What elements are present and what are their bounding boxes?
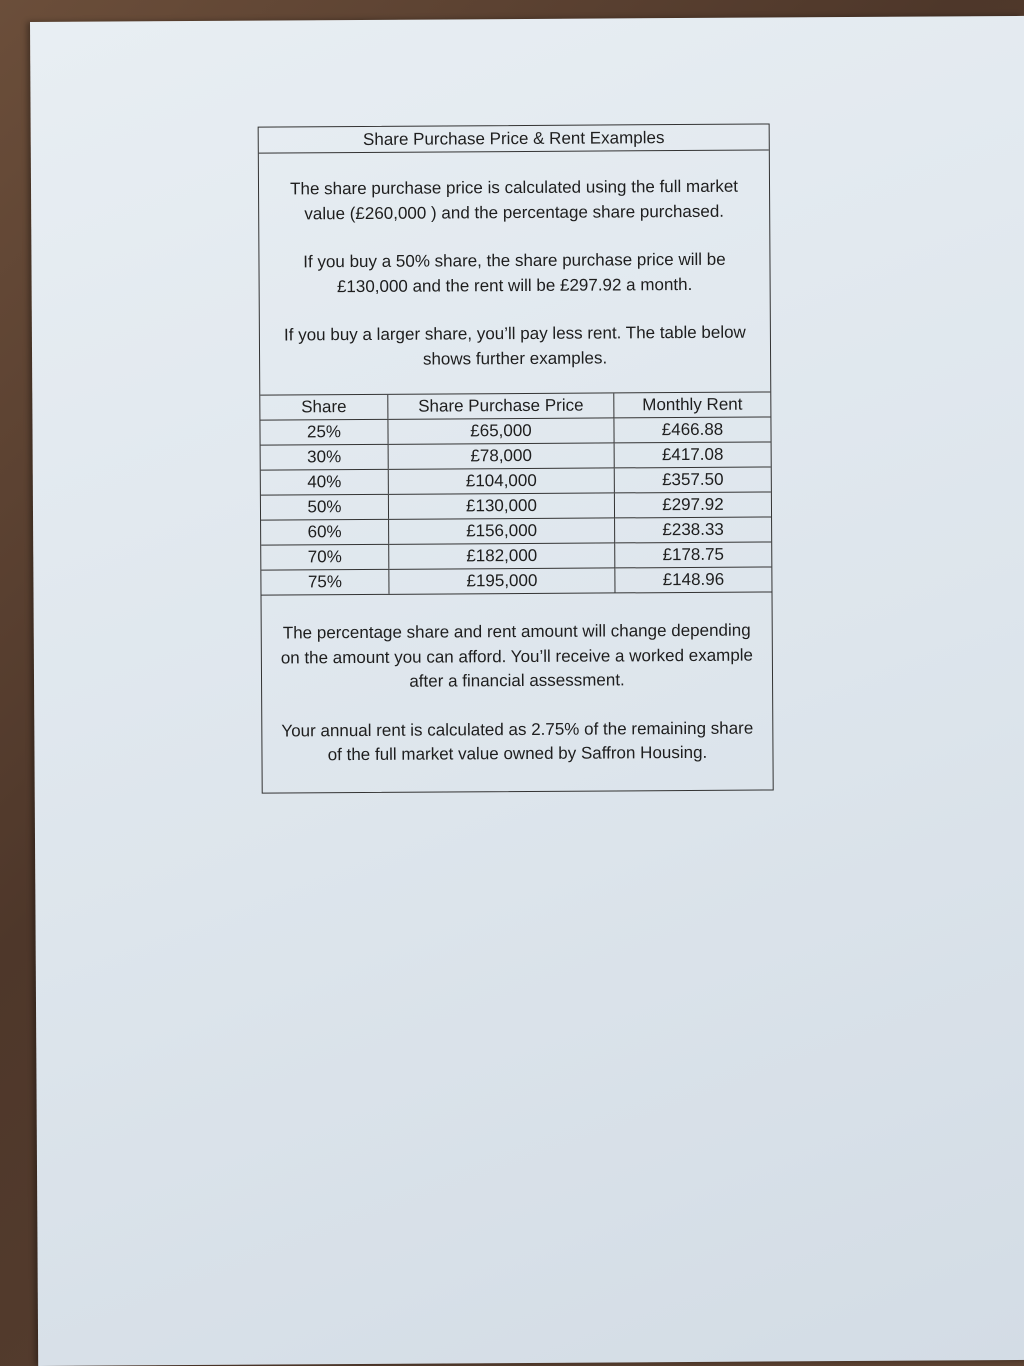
table-row (261, 492, 771, 520)
intro-paragraph-market-value: The share purchase price is calculated using the full market value (£260,000 ) and the percentage share purchased. (290, 176, 739, 223)
cell-monthly-rent: £238.33 (615, 517, 772, 543)
table-header-row (260, 392, 770, 420)
cell-share: 30% (261, 444, 389, 470)
cell-share-purchase-price: £156,000 (389, 518, 615, 544)
cell-share-purchase-price: £130,000 (388, 493, 614, 519)
share-price-rent-table (260, 392, 771, 595)
table-row (261, 467, 771, 495)
paper-sheet (30, 16, 1024, 1366)
cell-share: 25% (260, 419, 388, 445)
outro-paragraph-share-may-change: The percentage share and rent amount will change depending on the amount you can afford. You’ll receive a worked example after a financial assessment. (280, 620, 754, 691)
table-row (261, 567, 771, 595)
cell-share: 40% (261, 469, 389, 495)
cell-monthly-rent: £148.96 (615, 567, 772, 593)
cell-share-purchase-price: £65,000 (388, 418, 614, 444)
header-share: Share (260, 395, 388, 420)
cell-share-purchase-price: £182,000 (389, 543, 615, 569)
cell-monthly-rent: £417.08 (614, 442, 771, 468)
intro-paragraph-fifty-percent-example: If you buy a 50% share, the share purchase price will be £130,000 and the rent will be £297.92 a month. (303, 249, 726, 296)
cell-share-purchase-price: £195,000 (389, 568, 615, 594)
table-header (260, 392, 770, 420)
cell-share: 70% (261, 544, 389, 570)
header-share-purchase-price: Share Purchase Price (388, 393, 614, 419)
info-box (258, 123, 774, 793)
document-title: Share Purchase Price & Rent Examples (259, 124, 769, 153)
cell-share-purchase-price: £78,000 (388, 443, 614, 469)
cell-share: 50% (261, 494, 389, 520)
cell-monthly-rent: £178.75 (615, 542, 772, 568)
header-monthly-rent: Monthly Rent (614, 392, 771, 417)
outro-section (262, 592, 773, 792)
table-row (261, 542, 771, 570)
outro-paragraph-annual-rent: Your annual rent is calculated as 2.75% of the remaining share of the full market value owned by Saffron Housing. (281, 718, 754, 765)
cell-share: 60% (261, 519, 389, 545)
table-row (261, 517, 771, 545)
table-row (260, 417, 770, 445)
cell-share: 75% (261, 569, 389, 595)
cell-monthly-rent: £357.50 (614, 467, 771, 493)
table-row (261, 442, 771, 470)
cell-share-purchase-price: £104,000 (388, 468, 614, 494)
cell-monthly-rent: £466.88 (614, 417, 771, 443)
table-body (260, 417, 771, 595)
cell-monthly-rent: £297.92 (614, 492, 771, 518)
intro-paragraph-larger-share: If you buy a larger share, you’ll pay less rent. The table below shows further examples. (283, 322, 746, 369)
intro-section (259, 150, 770, 395)
